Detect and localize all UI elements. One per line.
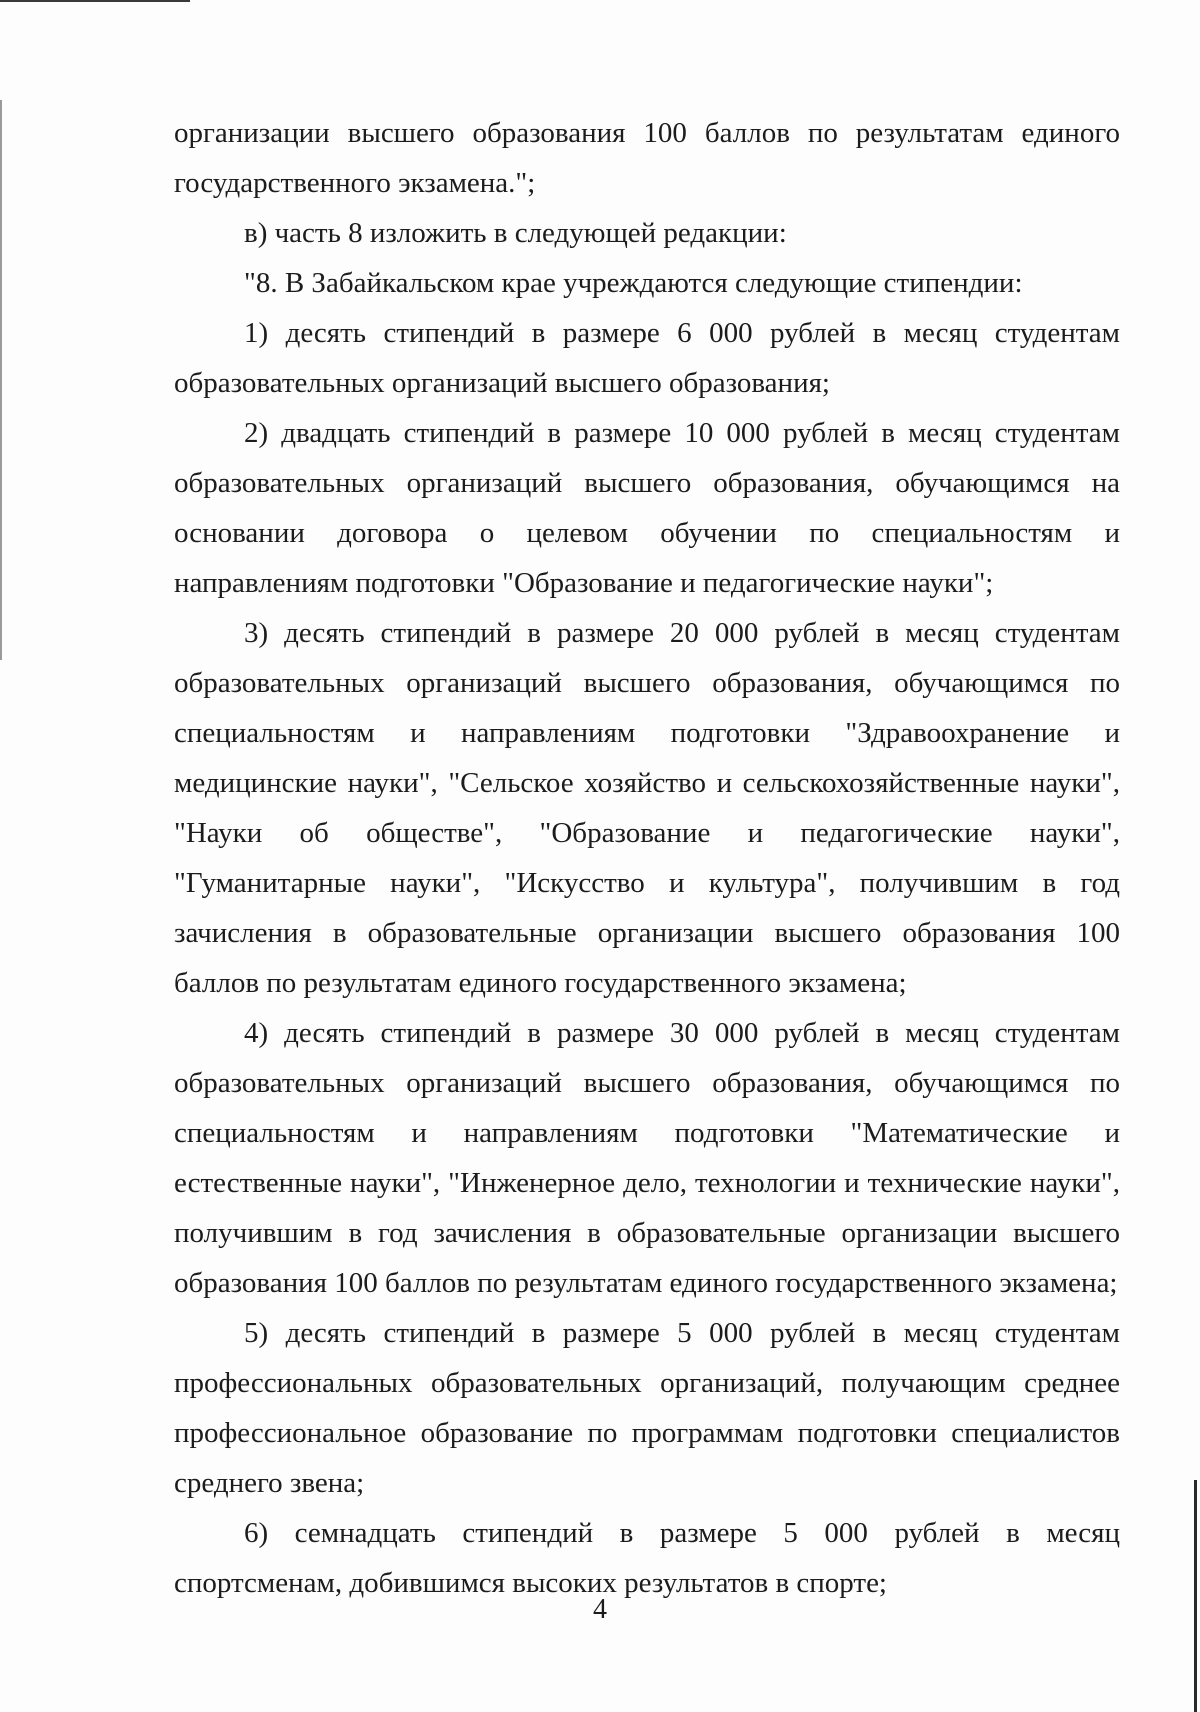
paragraph-part-8: "8. В Забайкальском крае учреждаются следующие стипендии: xyxy=(244,267,1023,299)
list-item-6: 6) семнадцать стипендий в размере 5 000 рублей в месяц спортсменам, добившимся высоких результатов в спорте; xyxy=(174,1517,1120,1599)
list-item-3: 3) десять стипендий в размере 20 000 рублей в месяц студентам образовательных организаций высшего образования, обучающимся по специальностям и направлениям подготовки "Здравоохранение и медицинские науки", "Сельское хозяйство и сельскохозяйственные науки", "Науки об обществе", "Образование и педагогические науки", "Гуманитарные науки", "Искусство и культура", получившим в год зачисления в образовательные организации высшего образования 100 баллов по результатам единого государственного экзамена; xyxy=(174,617,1120,999)
paragraph-continuation: организации высшего образования 100 баллов по результатам единого государственного экзамена."; xyxy=(174,117,1120,199)
paragraph-clause-v: в) часть 8 изложить в следующей редакции: xyxy=(244,217,787,249)
page-number: 4 xyxy=(593,1594,607,1625)
list-item-4: 4) десять стипендий в размере 30 000 рублей в месяц студентам образовательных организаций высшего образования, обучающимся по специальностям и направлениям подготовки "Математические и естественные науки", "Инженерное дело, технологии и технические науки", получившим в год зачисления в образовательные организации высшего образования 100 баллов по результатам единого государственного экзамена; xyxy=(174,1017,1120,1299)
scan-edge-line-left xyxy=(0,100,2,660)
list-item-2: 2) двадцать стипендий в размере 10 000 рублей в месяц студентам образовательных организаций высшего образования, обучающимся на основании договора о целевом обучении по специальностям и направлениям подготовки "Образование и педагогические науки"; xyxy=(174,417,1120,599)
list-item-1: 1) десять стипендий в размере 6 000 рублей в месяц студентам образовательных организаций высшего образования; xyxy=(174,317,1120,399)
document-body xyxy=(174,108,1120,1608)
list-item-5: 5) десять стипендий в размере 5 000 рублей в месяц студентам профессиональных образовательных организаций, получающим среднее профессиональное образование по программам подготовки специалистов среднего звена; xyxy=(174,1317,1120,1499)
scan-edge-line-top xyxy=(0,0,190,2)
